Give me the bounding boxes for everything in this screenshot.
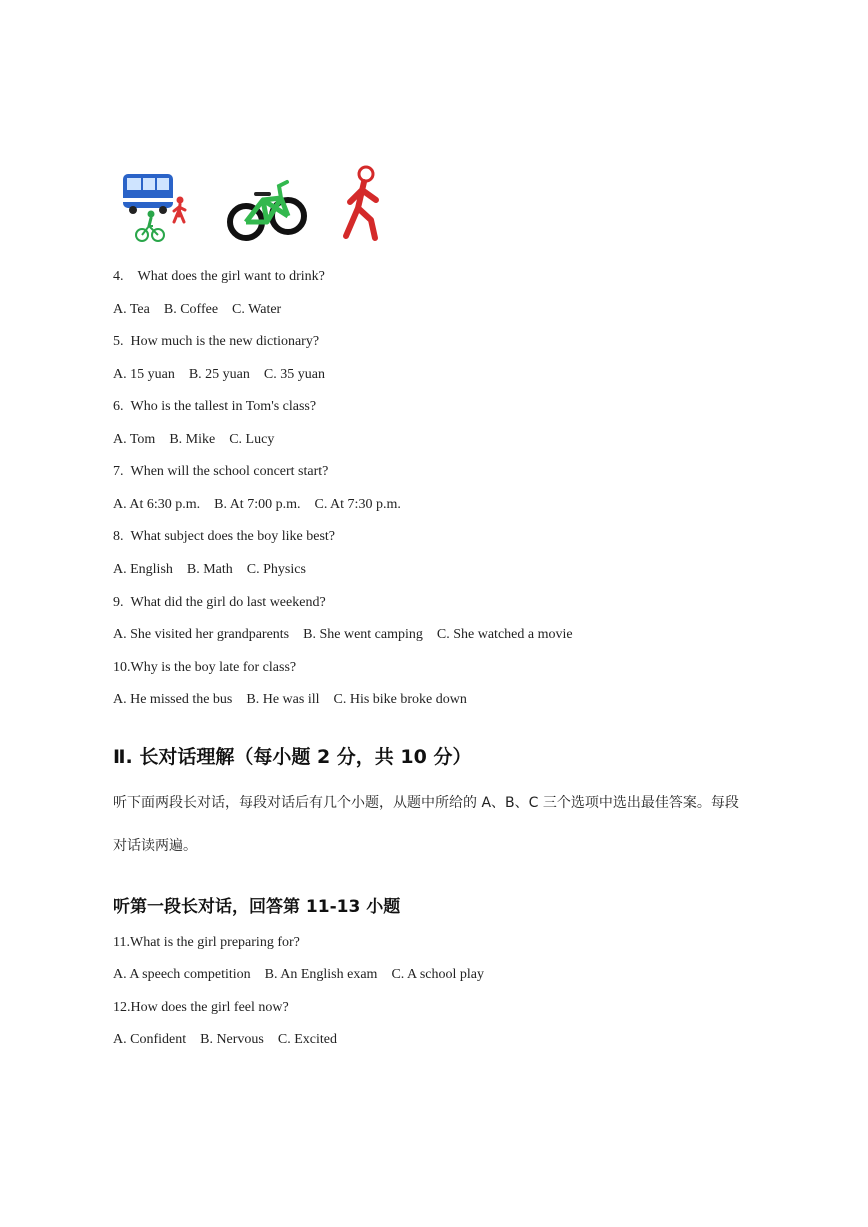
question-8: 8. What subject does the boy like best? [113,529,335,544]
options-5 [113,366,339,384]
question-6: 6. Who is the tallest in Tom's class? [113,399,317,414]
listening-pictures [113,160,418,250]
option-a: A. Tea [113,302,150,317]
options-7 [113,496,415,514]
question-5: 5. How much is the new dictionary? [113,334,320,349]
option-c: C. Water [232,302,282,317]
options-11 [113,966,498,984]
option-c: C. Physics [246,562,306,577]
option-a: A. At 6:30 p.m. [113,497,201,512]
option-c: C. At 7:30 p.m. [314,497,401,512]
option-c: C. Lucy [229,432,275,447]
option-b: B. Mike [169,432,216,447]
bicycle-icon [230,182,304,238]
option-a: A. A speech competition [113,967,251,982]
option-a: A. He missed the bus [113,692,233,707]
option-b: B. Nervous [200,1032,264,1047]
options-6 [113,431,288,449]
option-b: B. She went camping [303,627,423,642]
option-c: C. 35 yuan [263,367,325,382]
options-9 [113,626,587,644]
walking-person-icon [346,167,376,238]
section-heading: Ⅱ. 长对话理解（每小题 2 分，共 10 分） [113,746,472,768]
option-b: B. 25 yuan [188,367,250,382]
question-9: 9. What did the girl do last weekend? [113,595,326,610]
option-a: A. She visited her grandparents [113,627,290,642]
instruction-line-1: 听下面两段长对话，每段对话后有几个小题，从题中所给的 A、B、C 三个选项中选出最佳答案。每段 [113,795,739,811]
bus-and-people-icon [123,174,185,241]
option-b: B. Coffee [163,302,219,317]
options-4 [113,301,295,319]
option-c: C. Excited [277,1032,337,1047]
option-a: A. English [113,562,173,577]
question-4: 4. What does the girl want to drink? [113,269,325,284]
option-c: C. His bike broke down [333,692,467,707]
option-a: A. Tom [113,432,156,447]
question-12: 12.How does the girl feel now? [113,1000,289,1015]
option-c: C. A school play [391,967,484,982]
options-10 [113,691,481,709]
option-b: B. Math [186,562,233,577]
instruction-line-2: 对话读两遍。 [113,838,197,854]
option-a: A. 15 yuan [113,367,175,382]
option-c: C. She watched a movie [436,627,573,642]
option-b: B. He was ill [246,692,320,707]
option-b: B. At 7:00 p.m. [214,497,301,512]
subsection-heading: 听第一段长对话，回答第 11-13 小题 [113,897,401,917]
option-b: B. An English exam [264,967,378,982]
question-10: 10.Why is the boy late for class? [113,660,297,675]
option-a: A. Confident [113,1032,187,1047]
options-8 [113,561,320,579]
question-11: 11.What is the girl preparing for? [113,935,300,950]
question-7: 7. When will the school concert start? [113,464,329,479]
options-12 [113,1031,351,1049]
